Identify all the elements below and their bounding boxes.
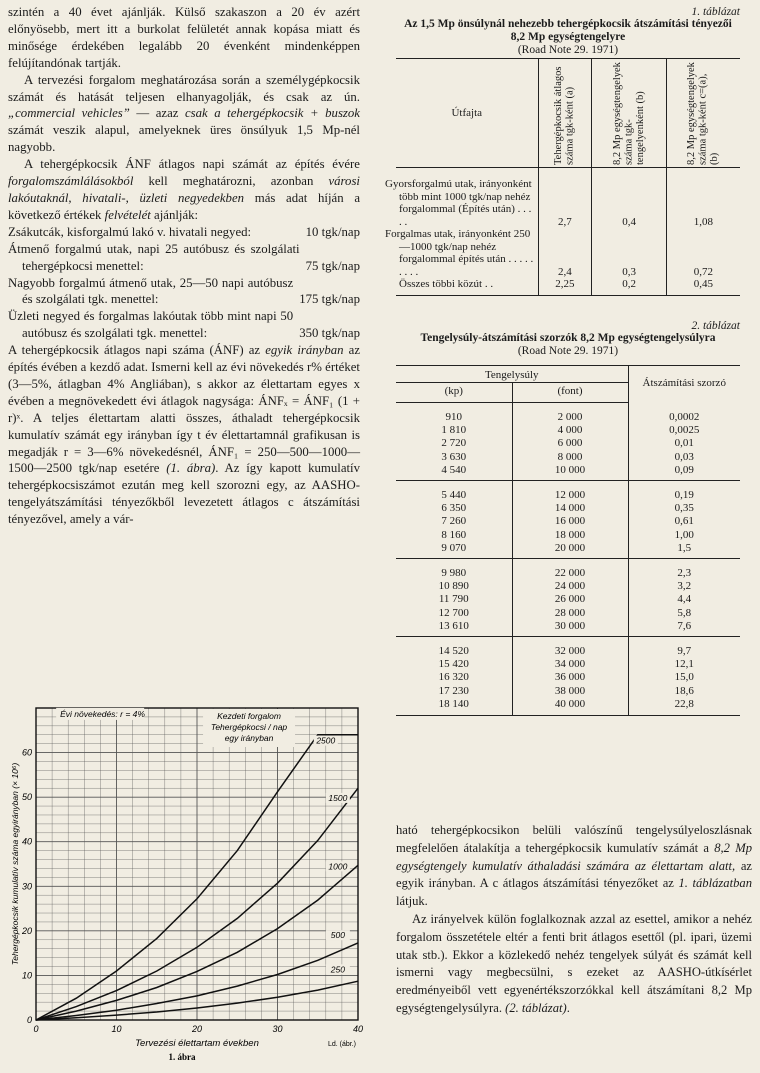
table-cell: 18 140 bbox=[396, 698, 512, 716]
x-tick-label: 30 bbox=[272, 1024, 283, 1034]
table2 bbox=[396, 365, 740, 716]
table2-header-group: Tengelysúly bbox=[396, 365, 628, 382]
text: ható tehergépkocsikon belüli valószínű tengelysúlyeloszlásnak megfelelően átalakítja a tehergépkocsik kumulatív számát a bbox=[396, 823, 752, 855]
table-cell: 2,25 bbox=[538, 278, 592, 295]
table-cell: 17 230 bbox=[438, 684, 469, 697]
table-cell: 12 700 bbox=[438, 606, 469, 619]
table-cell: 15,0 bbox=[628, 671, 740, 684]
table-cell: 9 070 bbox=[396, 542, 512, 559]
table-cell: 1,08 bbox=[666, 168, 740, 229]
text: az építés évében a kezdő adat. Ismerni kell az évi növekedés r% értéket (3—5%, átlagban 4% Angliában), s akkor az élettartam egyes x évében a megnövekedett évi átlagok nagysága: ÁNFₓ = ÁNF₁ (1 + r)ˣ. A teljes élettartam alatti összes, áthaladt tehergépkocsik kumulatív számát egy irányban így t év élettartamnál grafikusan is megadják r = 3—6% növekedésnél, ÁNF₁ = 250—500—1000—1500—2500 tgk/nap esetére bbox=[8, 343, 360, 476]
table-cell: 12 000 bbox=[512, 480, 628, 502]
text: Az irányelvek külön foglalkoznak azzal az esettel, amikor a nehéz forgalom összetétele eltér a fenti brit átlagos esettől (pl. ipari, üzemi utak stb.). Ekkor a közlekedő nehéz tengelyek súlyát és számát kell ismerni vagy megbecsülni, s ezeket az AASHO-útkísérlet eredményeiből vett egyenértékszorzókkal kell átszámítani 8,2 Mp egységtengelysúlyra. bbox=[396, 911, 752, 1015]
text: az egyik irányban. A c átlagos átszámítási tényezőket az bbox=[396, 858, 753, 891]
table-row bbox=[396, 424, 740, 437]
list-item bbox=[8, 308, 360, 342]
table-cell: 22 000 bbox=[512, 558, 628, 580]
table-cell: 4 540 bbox=[396, 464, 512, 481]
figure-caption: 1. ábra bbox=[168, 1052, 196, 1062]
table-cell: 5 440 bbox=[441, 488, 467, 501]
table-cell: 5,8 bbox=[628, 607, 740, 620]
text-italic: 1. táblázatban bbox=[678, 876, 752, 891]
text: A tehergépkocsik ÁNF átlagos napi számát az építés évére bbox=[24, 157, 360, 172]
table-cell: 20 000 bbox=[512, 542, 628, 559]
table-cell: 7,6 bbox=[628, 620, 740, 637]
text-italic: (1. ábra) bbox=[166, 461, 216, 476]
table-cell: 14 000 bbox=[512, 502, 628, 515]
table-cell: 0,09 bbox=[628, 464, 740, 481]
vertical-header: Tehergépkocsik átlagos száma tgk-ként (a) bbox=[553, 66, 576, 165]
table-cell: 34 000 bbox=[512, 658, 628, 671]
table-cell: 1,00 bbox=[628, 529, 740, 542]
text: más adat híján a következő értékek bbox=[8, 190, 360, 222]
text: — azaz bbox=[129, 106, 185, 121]
text: ajánlják: bbox=[150, 207, 199, 222]
table2-header-factor: Átszámítási szorzó bbox=[628, 365, 740, 402]
table-row bbox=[396, 593, 740, 606]
text: számát veszik alapul, amelyeknek üres önsúlyuk 1,5 Mp-nél nagyobb. bbox=[8, 123, 360, 155]
table-cell: 13 610 bbox=[396, 620, 512, 637]
table-row bbox=[396, 515, 740, 528]
table-cell: Összes többi közút . . bbox=[396, 278, 538, 295]
table-cell: 0,01 bbox=[628, 437, 740, 450]
y-tick-label: 60 bbox=[21, 747, 32, 758]
chart-svg bbox=[6, 700, 362, 1065]
table1-header bbox=[592, 59, 667, 168]
text: A tehergépkocsik átlagos napi száma (ÁNF) az bbox=[8, 343, 266, 358]
table2-header-row bbox=[396, 365, 740, 382]
list-value: 75 tgk/nap bbox=[305, 258, 360, 273]
table-row bbox=[396, 542, 740, 559]
table-cell: 0,0002 bbox=[628, 402, 740, 424]
paragraph bbox=[8, 342, 360, 528]
table-cell: 0,61 bbox=[628, 515, 740, 528]
table-row bbox=[396, 671, 740, 684]
list-value: 175 tgk/nap bbox=[299, 292, 360, 307]
traffic-list bbox=[8, 224, 360, 342]
table-cell: 0,45 bbox=[666, 278, 740, 295]
series-label: 500 bbox=[330, 930, 345, 941]
table-row bbox=[396, 464, 740, 481]
table-cell: 18,6 bbox=[628, 685, 740, 698]
table-row bbox=[396, 451, 740, 464]
table-row bbox=[396, 228, 740, 278]
list-label: Nagyobb forgalmú átmenő utak, 25—50 napi autóbusz és szolgálati tgk. menettel: bbox=[8, 275, 294, 307]
table-cell: 32 000 bbox=[512, 636, 628, 658]
table-row bbox=[396, 636, 740, 658]
y-axis-label: Tehergépkocsik kumulatív száma egyirányban (× 10⁶) bbox=[10, 762, 20, 966]
table-cell: 0,3 bbox=[592, 228, 667, 278]
table-row bbox=[396, 607, 740, 620]
initial-traffic-annotation: Kezdeti forgalom bbox=[217, 711, 281, 721]
text-italic: csak a tehergépkocsik + buszok bbox=[185, 106, 360, 121]
table-cell: Gyorsforgalmú utak, irányonként több mint 1000 tgk/nap nehéz forgalommal (Építés után) . . . . . bbox=[385, 178, 532, 228]
list-item bbox=[8, 224, 360, 241]
list-item bbox=[8, 275, 360, 309]
table1-header bbox=[666, 59, 740, 168]
list-label: Zsákutcák, kisforgalmú lakó v. hivatali negyed: bbox=[8, 224, 252, 239]
vertical-header: 8,2 Mp egységtengelyek száma tgk-tengelyenként (b) bbox=[611, 62, 646, 165]
table-cell: 7 260 bbox=[441, 515, 467, 528]
list-value: 350 tgk/nap bbox=[299, 326, 360, 341]
table-cell: 30 000 bbox=[512, 620, 628, 637]
table-cell: 1 810 bbox=[441, 424, 467, 437]
text-italic: 8,2 Mp egységtengely kumulatív áthaladási számára az élettartam alatt, bbox=[396, 840, 752, 873]
list-value: 10 tgk/nap bbox=[305, 224, 360, 239]
initial-traffic-annotation: egy irányban bbox=[224, 733, 274, 743]
list-label: Átmenő forgalmú utak, napi 25 autóbusz és szolgálati tehergépkocsi menettel: bbox=[8, 241, 300, 273]
table-cell: 2,3 bbox=[628, 558, 740, 580]
table2-header-kp: (kp) bbox=[396, 382, 512, 402]
text-italic: forgalomszámlálásokból bbox=[8, 174, 134, 189]
initial-traffic-annotation: Tehergépkocsi / nap bbox=[210, 722, 288, 732]
table1-header-row bbox=[396, 59, 740, 168]
table-cell: 36 000 bbox=[512, 671, 628, 684]
text: . bbox=[566, 1000, 570, 1015]
table-cell: 22,8 bbox=[628, 698, 740, 716]
text: látjuk. bbox=[396, 894, 428, 909]
table2-title: Tengelysúly-átszámítási szorzók 8,2 Mp egységtengelysúlyra bbox=[420, 331, 716, 344]
figure-mark: Ld. (ábr.) bbox=[327, 1041, 357, 1048]
text-italic: egyik irányban bbox=[265, 343, 344, 358]
table-cell: 6 350 bbox=[441, 502, 467, 515]
x-tick-label: 0 bbox=[33, 1024, 39, 1034]
table-cell: 2 720 bbox=[441, 437, 467, 450]
table-cell: 9,7 bbox=[628, 636, 740, 658]
table-row bbox=[396, 502, 740, 515]
table-row bbox=[396, 168, 740, 229]
table-cell: 1,5 bbox=[628, 542, 740, 559]
table-cell: 10 000 bbox=[512, 464, 628, 481]
table-cell: 28 000 bbox=[512, 607, 628, 620]
table-cell: 4 000 bbox=[512, 424, 628, 437]
y-tick-label: 30 bbox=[21, 881, 32, 892]
table-row bbox=[396, 698, 740, 716]
table-cell: 16 320 bbox=[438, 671, 469, 684]
vertical-header: 8,2 Mp egységtengelyek száma tgk-ként c=(a), (b) bbox=[686, 62, 721, 165]
text: A tervezési forgalom meghatározása során a személygépkocsik számát és hatását teljesen elhanyagolják, és csak az ún. bbox=[8, 72, 360, 104]
table-row bbox=[396, 558, 740, 580]
table-row bbox=[396, 580, 740, 593]
text-italic: városi lakóutaknál, hivatali-, üzleti negyedekben bbox=[8, 174, 360, 205]
table-row bbox=[396, 529, 740, 542]
text: kell meghatározni, azonban bbox=[133, 174, 329, 189]
table-cell: 14 520 bbox=[438, 644, 469, 657]
text-italic: felvételét bbox=[104, 207, 151, 222]
table-cell: 0,72 bbox=[666, 228, 740, 278]
paragraph bbox=[8, 72, 360, 157]
table1-source: (Road Note 29. 1971) bbox=[517, 44, 619, 56]
left-column bbox=[8, 4, 360, 528]
paragraph bbox=[396, 911, 752, 1018]
table-cell: 10 890 bbox=[438, 580, 469, 593]
table-cell: 3 630 bbox=[441, 450, 467, 463]
table-cell: 15 420 bbox=[438, 658, 469, 671]
table-row bbox=[396, 437, 740, 450]
table-cell: 910 bbox=[445, 410, 462, 423]
x-tick-label: 20 bbox=[191, 1024, 203, 1034]
y-tick-label: 10 bbox=[21, 970, 32, 981]
paragraph: szintén a 40 évet ajánlják. Külső szakaszon a 20 év azért előnyösebb, mert itt a burkolat felületét annak kopása miatt és minősége érdekében legalább 20 évenként mindenképpen felújítandónak tartják. bbox=[8, 5, 360, 70]
series-label: 2500 bbox=[316, 735, 336, 746]
series-label: 250 bbox=[330, 964, 345, 975]
x-tick-label: 10 bbox=[111, 1024, 122, 1034]
text-italic: „commercial vehicles” bbox=[8, 106, 130, 121]
table-cell: 4,4 bbox=[628, 593, 740, 606]
table-cell: 9 980 bbox=[441, 566, 467, 579]
y-tick-label: 40 bbox=[21, 836, 32, 847]
table-cell: 8 000 bbox=[512, 451, 628, 464]
growth-annotation: Évi növekedés: r = 4% bbox=[60, 708, 145, 719]
right-column bbox=[385, 6, 740, 716]
table1-header: Útfajta bbox=[396, 59, 538, 168]
table1-number: 1. táblázat bbox=[691, 6, 740, 18]
text: . Az így kapott kumulatív tehergépkocsiszámot ezután meg kell szorozni egy, az AASHO-tengelyátszámítási tényezőkből levezetett átlagos c átszámítási tényezővel, amely a vár- bbox=[8, 461, 361, 527]
table-row bbox=[396, 480, 740, 502]
table-cell: Forgalmas utak, irányonként 250—1000 tgk/nap nehéz forgalommal építés után . . . . . . . . . bbox=[385, 228, 534, 278]
series-label: 1500 bbox=[328, 792, 348, 803]
table-cell: 12,1 bbox=[628, 658, 740, 671]
table-row bbox=[396, 685, 740, 698]
table-row bbox=[396, 278, 740, 295]
table2-body bbox=[396, 402, 740, 715]
table2-header-font: (font) bbox=[512, 382, 628, 402]
table-cell: 40 000 bbox=[512, 698, 628, 716]
y-tick-label: 0 bbox=[26, 1015, 32, 1025]
table-row bbox=[396, 402, 740, 424]
table1-title: Az 1,5 Mp önsúlynál nehezebb tehergépkocsik átszámítási tényezői 8,2 Mp egységtengelyre bbox=[404, 18, 732, 43]
y-tick-label: 50 bbox=[21, 792, 32, 803]
y-tick-label: 20 bbox=[21, 925, 32, 936]
list-label: Üzleti negyed és forgalmas lakóutak több mint napi 50 autóbusz és szolgálati tgk. menettel: bbox=[8, 309, 294, 341]
table-row bbox=[396, 658, 740, 671]
table-cell: 0,19 bbox=[628, 480, 740, 502]
paragraph bbox=[8, 156, 360, 224]
series-label: 1000 bbox=[328, 861, 348, 872]
table-row bbox=[396, 620, 740, 637]
table-cell: 0,35 bbox=[628, 502, 740, 515]
table-cell: 11 790 bbox=[438, 593, 469, 606]
table-cell: 16 000 bbox=[512, 515, 628, 528]
table2-number: 2. táblázat bbox=[691, 319, 740, 332]
x-axis-label: Tervezési élettartam években bbox=[135, 1038, 259, 1049]
table-cell: 2,7 bbox=[538, 168, 592, 229]
x-tick-label: 40 bbox=[352, 1024, 364, 1034]
list-item bbox=[8, 241, 360, 275]
text-italic: (2. táblázat) bbox=[505, 1000, 567, 1015]
table-cell: 24 000 bbox=[512, 580, 628, 593]
right-text bbox=[396, 822, 752, 1018]
table-cell: 6 000 bbox=[512, 437, 628, 450]
table-cell: 8 160 bbox=[441, 528, 467, 541]
table-cell: 0,4 bbox=[592, 168, 667, 229]
table2-source: (Road Note 29. 1971) bbox=[517, 344, 619, 357]
table1-header bbox=[538, 59, 592, 168]
table-cell: 0,03 bbox=[628, 451, 740, 464]
table-cell: 2,4 bbox=[538, 228, 592, 278]
table-cell: 2 000 bbox=[512, 402, 628, 424]
figure-1 bbox=[6, 700, 362, 1070]
paragraph bbox=[396, 822, 752, 911]
table-cell: 3,2 bbox=[628, 580, 740, 593]
table-cell: 0,2 bbox=[592, 278, 667, 295]
table-cell: 38 000 bbox=[512, 685, 628, 698]
table-cell: 0,0025 bbox=[628, 424, 740, 437]
table-cell: 18 000 bbox=[512, 529, 628, 542]
table-cell: 26 000 bbox=[512, 593, 628, 606]
table1 bbox=[385, 58, 740, 296]
